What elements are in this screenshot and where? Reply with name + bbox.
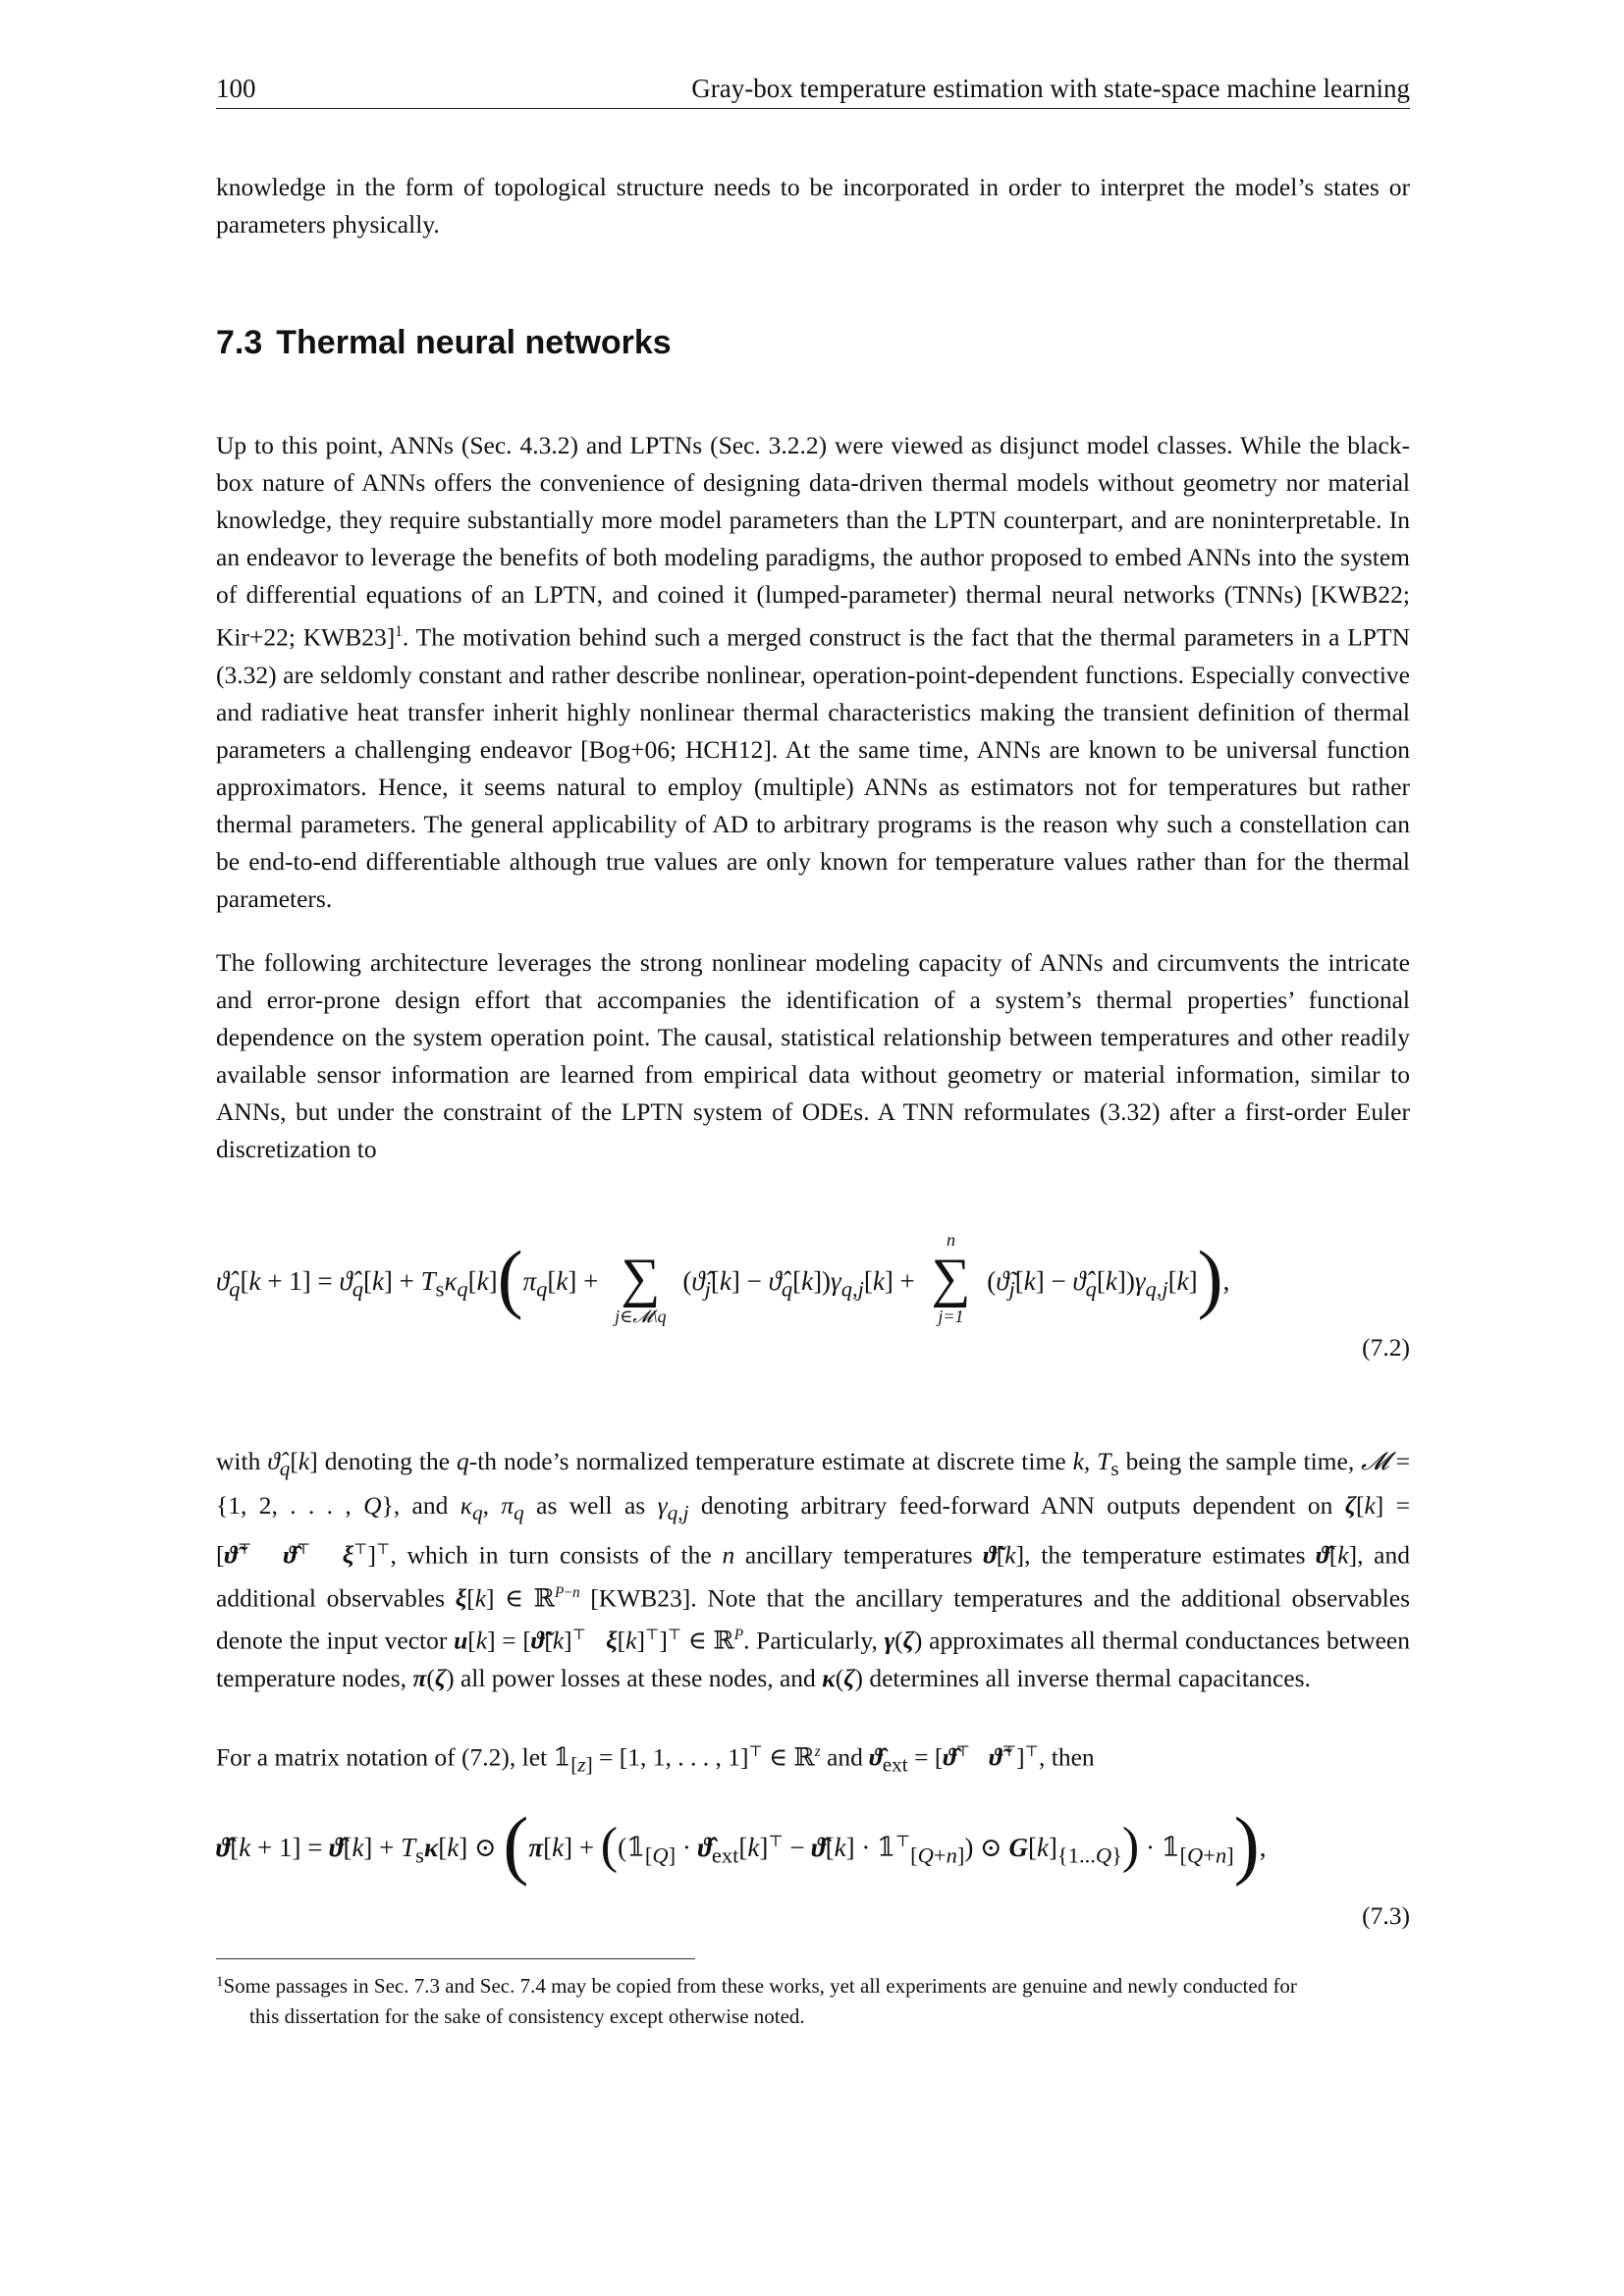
equation-7-3: ϑ̂[k + 1] = ϑ̂[k] + $T_s\kappa[k]$ ⊙ ($\pi[k] + ((𝟙_{[Q]}$ · $ϑ̂_{ext}[k]^⊤$ − ϑ̂[k] · $𝟙^⊤_{[Q+n]}$) ⊙ $G[k]_{\{1...Q\}}$) · $𝟙_{[Q+n]}$),: [216, 1801, 1267, 1887]
section-heading: [216, 324, 672, 362]
body-paragraph-3: with $ϑ̂_q[k]$ denoting the q-th node’s normalized temperature estimate at discrete time k, $T_s$ being the sample time, 𝓜 = {1, 2, . . . , Q}, and $\kappa_q$, $\pi_q$ as well as $\gamma_{q,j}$ denoting arbitrary feed-forward ANN outputs dependent on ζ[k] = [ϑ̃⊤ ϑ̂⊤ ξ⊤]⊤, which in turn consists of the n ancillary temperatures ϑ̃[k], the temperature estimates ϑ̂[k], and additional observables ξ[k] ∈ ℝ$^{P-n}$ [KWB23]. Note that the ancillary temperatures and the additional observables denote the input vector u[k] = [ϑ̃[k]⊤ ξ[k]⊤]⊤ ∈ ℝ$^P$. Particularly, γ(ζ) approximates all thermal conductances between temperature nodes, π(ζ) all power losses at these nodes, and κ(ζ) determines all inverse thermal capacitances.: [216, 1447, 1411, 1692]
running-header: [216, 69, 1410, 109]
paragraph-1-text: Up to this point, ANNs (Sec. 4.3.2) and LPTNs (Sec. 3.2.2) were viewed as disjunct model classes. While the black-box nature of ANNs offers the convenience of designing data-driven thermal models without geometry nor material knowledge, they require substantially more model parameters than the LPTN counterpart, and are noninterpretable. In an endeavor to leverage the benefits of both modeling paradigms, the author proposed to embed ANNs into the system of differential equations of an LPTN, and coined it (lumped-parameter) thermal neural networks (TNNs) [KWB22; Kir+22; KWB23]: [216, 431, 1410, 652]
body-paragraph-1: [216, 427, 1410, 918]
section-title: Thermal neural networks: [276, 324, 672, 361]
equation-number-7-2: (7.2): [1362, 1333, 1410, 1362]
equation-number-7-3: (7.3): [1362, 1901, 1410, 1930]
sum-operator-2: n ∑ j=1: [931, 1230, 971, 1326]
page-number: 100: [216, 74, 256, 103]
body-paragraph-2: The following architecture leverages the strong nonlinear modeling capacity of ANNs and circumvents the intricate and error-prone design effort that accompanies the identification of a system’s thermal properties’ functional dependence on the system operation point. The causal, statistical relationship between temperatures and other readily available sensor information are learned from empirical data without geometry or material information, similar to ANNs, but under the constraint of the LPTN system of ODEs. A TNN reformulates (3.32) after a first-order Euler discretization to: [216, 948, 1410, 1163]
footnote: [216, 1967, 1410, 2032]
paragraph-1-text-cont: . The motivation behind such a merged construct is the fact that the thermal parameters in a LPTN (3.32) are seldomly constant and rather describe nonlinear, operation-point-dependent functions. Especially convective and radiative heat transfer inherit highly nonlinear thermal characteristics making the transient definition of thermal parameters a challenging endeavor [Bog+06; HCH12]. At the same time, ANNs are known to be universal function approximators. Hence, it seems natural to employ (multiple) ANNs as estimators not for temperatures but rather thermal parameters. The general applicability of AD to arbitrary programs is the reason why such a constellation can be end-to-end differentiable although true values are only known for temperature values rather than for the thermal parameters.: [216, 622, 1410, 913]
equation-7-2: $ϑ̂_q[k + 1]$ = $ϑ̂_q[k] + T_s\kappa_q[k](\pi_q[k]$ + ∑ j∈𝓜\q ($ϑ̂_j[k]$ − $ϑ̂_q[k])\gamma_{q,j}[k]$ + n ∑ j=1 ($ϑ̃_j[k]$ − $ϑ̂_q[k])\gamma_{q,j}[k]$),: [216, 1230, 1230, 1326]
sum-operator-1: ∑ j∈𝓜\q: [615, 1248, 667, 1326]
footnote-line-2: this dissertation for the sake of consistency except otherwise noted.: [249, 2004, 805, 2028]
running-title: Gray-box temperature estimation with state-space machine learning: [691, 74, 1410, 103]
footnote-mark: 1: [216, 1974, 224, 1990]
footnote-line-1: Some passages in Sec. 7.3 and Sec. 7.4 may be copied from these works, yet all experiments are genuine and newly conducted for: [223, 1974, 1297, 1998]
footnote-ref: 1: [395, 623, 403, 640]
footnote-rule: [216, 1958, 695, 1959]
body-paragraph-4: For a matrix notation of (7.2), let $𝟙_{[z]} = [1$, 1, . . . , 1]⊤ ∈ ℝ$^z$ and $ϑ̂_{ext}$ = [ϑ̂⊤ ϑ̃⊤]⊤, then: [216, 1742, 1095, 1777]
intro-paragraph: knowledge in the form of topological structure needs to be incorporated in order to interpret the model’s states or parameters physically.: [216, 173, 1410, 239]
section-number: 7.3: [216, 324, 263, 361]
